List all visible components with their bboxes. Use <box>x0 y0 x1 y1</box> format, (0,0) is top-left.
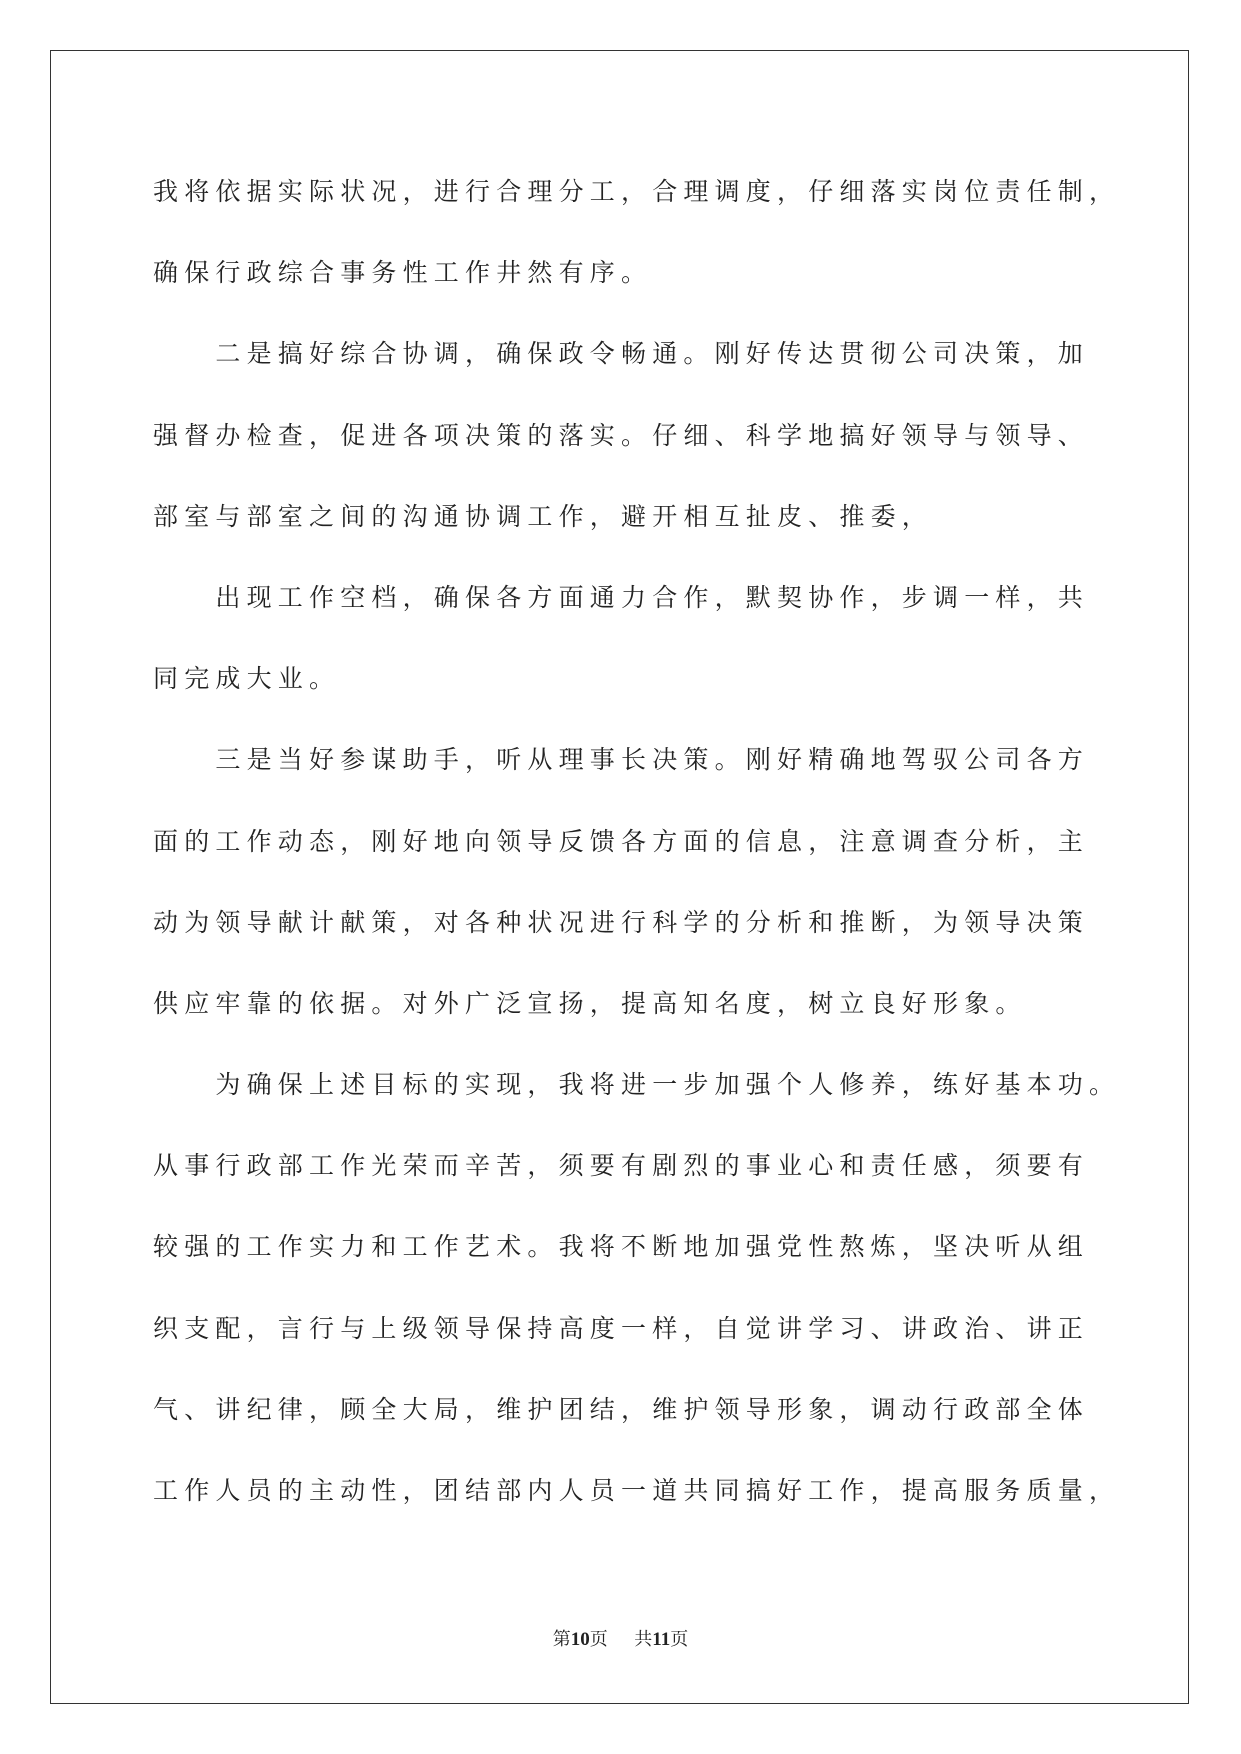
text-line: 面的工作动态，刚好地向领导反馈各方面的信息，注意调查分析，主 <box>153 826 1090 856</box>
page-prefix: 第 <box>552 1629 571 1649</box>
text-line: 部室与部室之间的沟通协调工作，避开相互扯皮、推委， <box>153 501 934 531</box>
current-page-number: 10 <box>570 1629 590 1650</box>
paragraph <box>153 151 1163 313</box>
text-line: 出现工作空档，确保各方面通力合作，默契协作，步调一样，共 <box>215 582 1089 612</box>
paragraph <box>153 557 1163 719</box>
paragraph <box>153 1044 1163 1531</box>
document-body <box>153 151 1163 1531</box>
page-suffix: 页 <box>589 1629 608 1649</box>
total-suffix: 页 <box>670 1629 689 1649</box>
page-number-group <box>553 1629 613 1649</box>
text-line: 供应牢靠的依据。对外广泛宣扬，提高知名度，树立良好形象。 <box>153 988 1027 1018</box>
page-footer <box>0 1627 1241 1652</box>
text-line: 我将依据实际状况，进行合理分工，合理调度，仔细落实岗位责任制， <box>153 177 1121 206</box>
text-line: 动为领导献计献策，对各种状况进行科学的分析和推断，为领导决策 <box>153 907 1090 937</box>
text-line: 为确保上述目标的实现，我将进一步加强个人修养，练好基本功。 <box>215 1070 1121 1100</box>
text-line: 较强的工作实力和工作艺术。我将不断地加强党性熬炼，坚决听从组 <box>153 1232 1090 1262</box>
text-line: 二是搞好综合协调，确保政令畅通。刚好传达贯彻公司决策，加 <box>215 339 1089 369</box>
paragraph <box>153 313 1163 557</box>
text-line: 确保行政综合事务性工作井然有序。 <box>153 258 653 288</box>
text-line: 三是当好参谋助手，听从理事长决策。刚好精确地驾驭公司各方 <box>215 745 1089 775</box>
text-line: 从事行政部工作光荣而辛苦，须要有剧烈的事业心和责任感，须要有 <box>153 1151 1090 1181</box>
text-line: 气、讲纪律，顾全大局，维护团结，维护领导形象，调动行政部全体 <box>153 1394 1090 1424</box>
total-prefix: 共 <box>634 1629 653 1649</box>
text-line: 强督办检查，促进各项决策的落实。仔细、科学地搞好领导与领导、 <box>153 420 1090 450</box>
total-page-count: 11 <box>652 1629 671 1650</box>
text-line: 织支配，言行与上级领导保持高度一样，自觉讲学习、讲政治、讲正 <box>153 1313 1090 1343</box>
text-line: 工作人员的主动性，团结部内人员一道共同搞好工作，提高服务质量， <box>153 1476 1121 1505</box>
text-line: 同完成大业。 <box>153 664 341 694</box>
total-pages-group <box>634 1629 688 1649</box>
paragraph <box>153 719 1163 1044</box>
